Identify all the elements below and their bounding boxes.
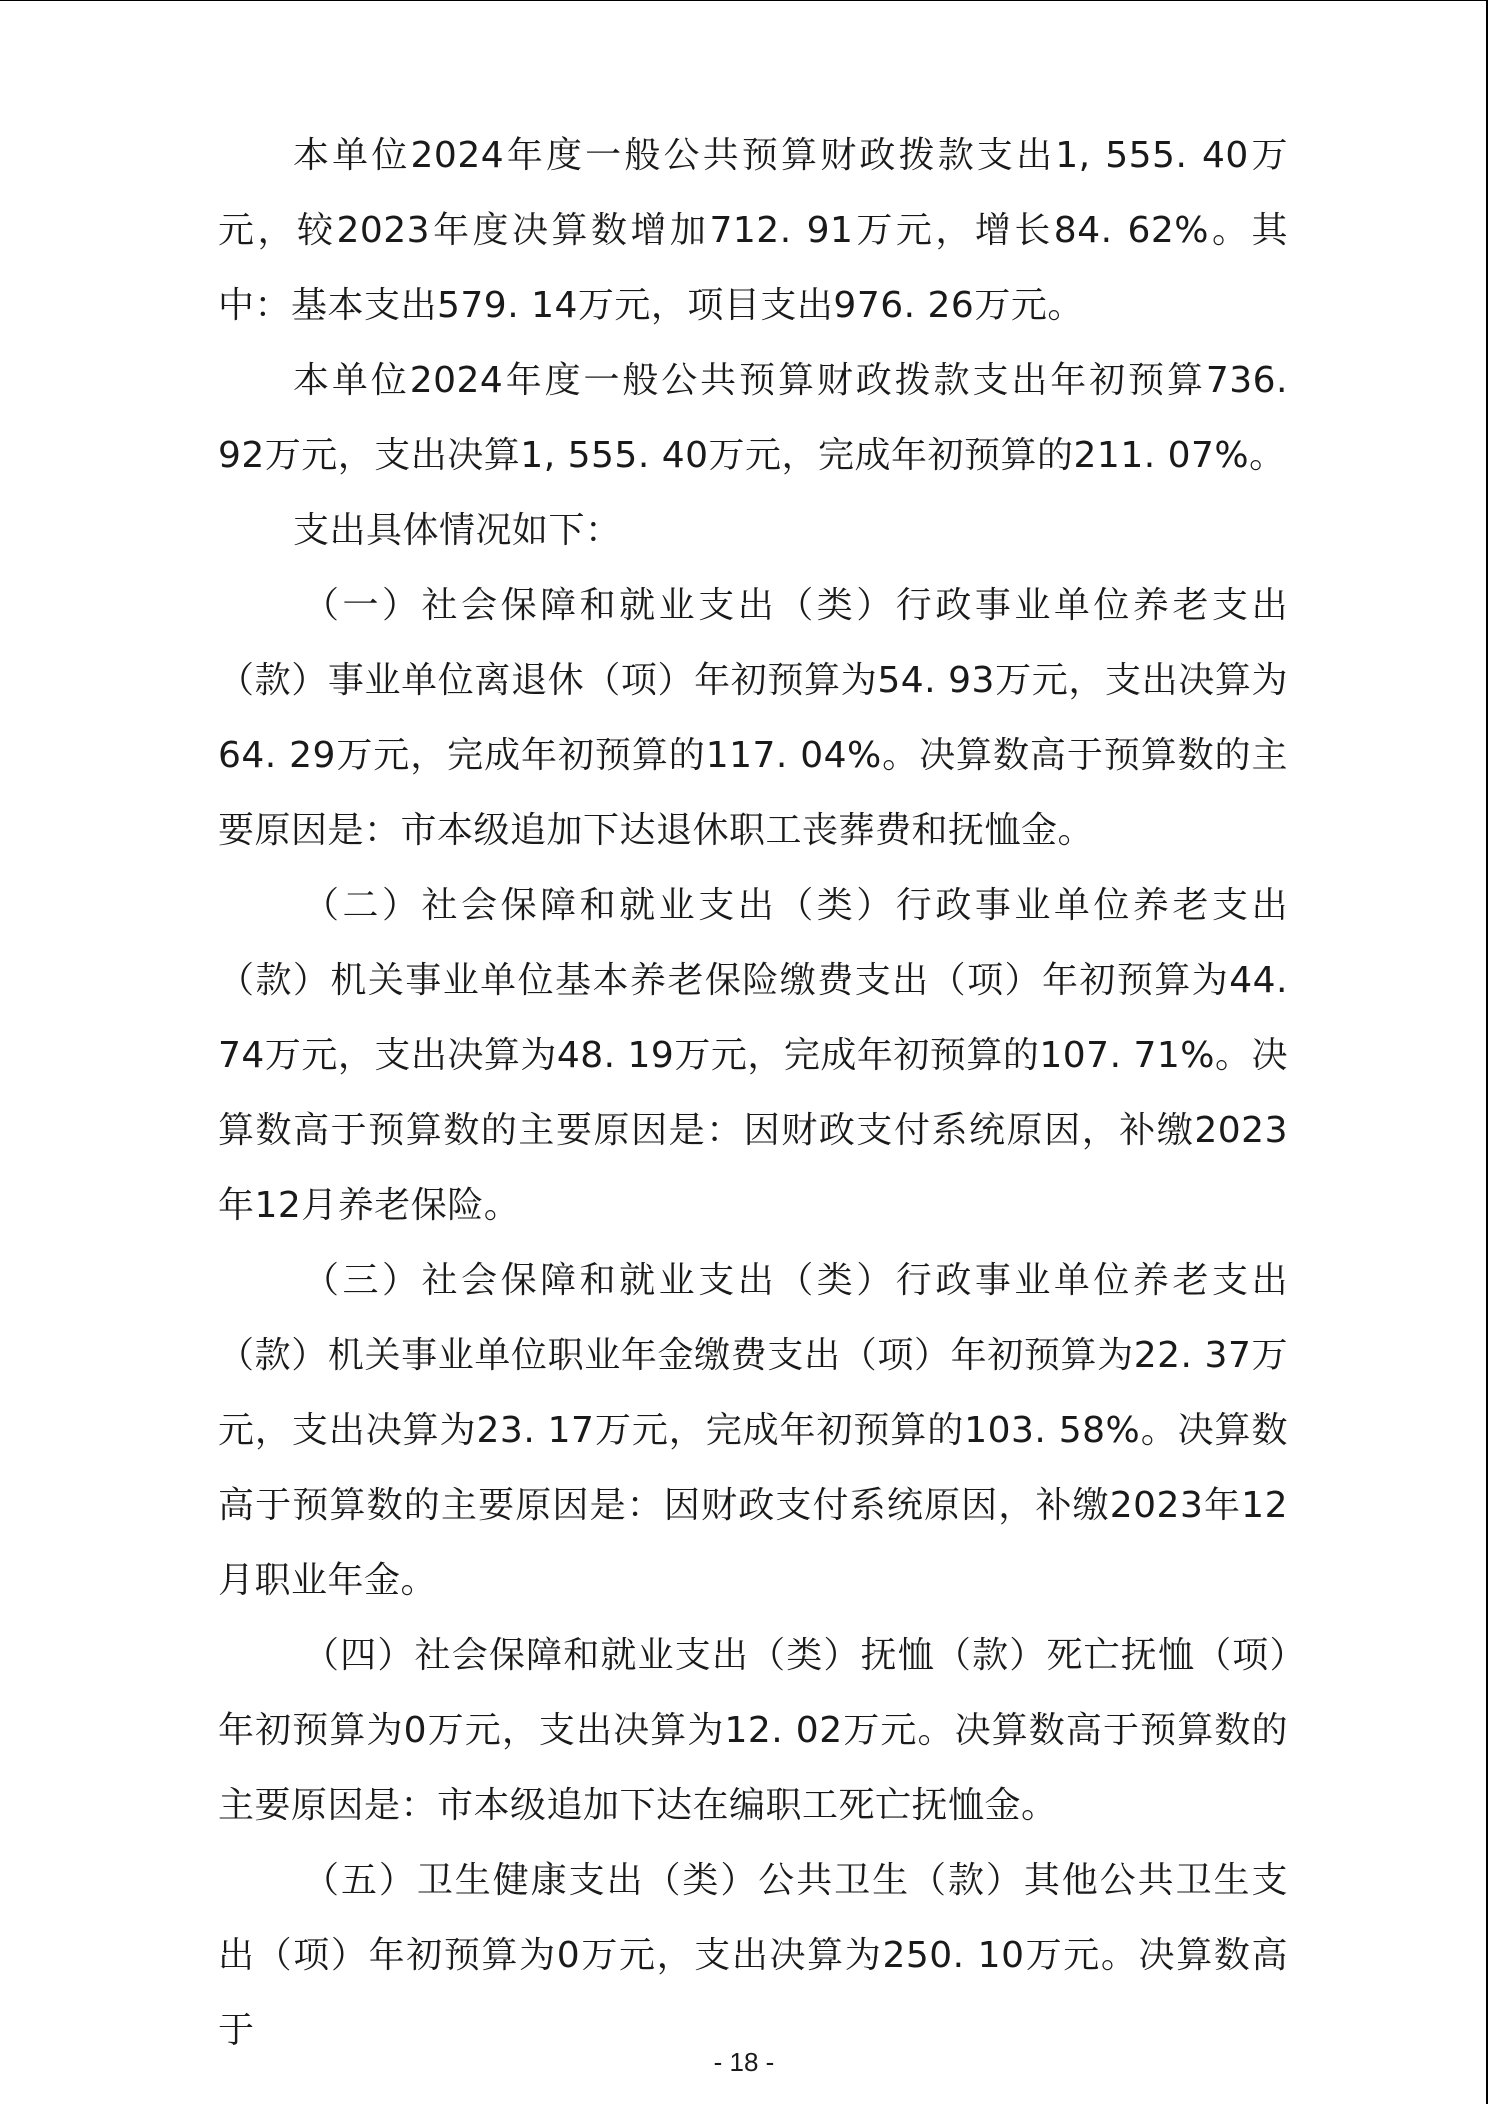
paragraph-expenditure-summary: 本单位2024年度一般公共预算财政拨款支出1, 555. 40万元，较2023年度决算数增加712. 91万元，增长84. 62%。其中：基本支出579. 14万元，项目支出976. 26万元。 [218,135,1288,326]
page-top-border [0,0,1486,1]
paragraph-details-intro: 支出具体情况如下： [293,510,622,551]
paragraph-budget-completion: 本单位2024年度一般公共预算财政拨款支出年初预算736. 92万元，支出决算1, 555. 40万元，完成年初预算的211. 07%。 [218,360,1288,476]
paragraph-item-2: （二）社会保障和就业支出（类）行政事业单位养老支出（款）机关事业单位基本养老保险缴费支出（项）年初预算为44. 74万元，支出决算为48. 19万元，完成年初预算的107. 71%。决算数高于预算数的主要原因是：因财政支付系统原因，补缴2023年12月养老保险。 [218,885,1288,1226]
paragraph-item-5: （五）卫生健康支出（类）公共卫生（款）其他公共卫生支出（项）年初预算为0万元，支出决算为250. 10万元。决算数高于 [218,1860,1288,2051]
page-number: - 18 - [713,2047,775,2077]
document-body [218,118,1288,2068]
paragraph-item-4: （四）社会保障和就业支出（类）抚恤（款）死亡抚恤（项）年初预算为0万元，支出决算为12. 02万元。决算数高于预算数的主要原因是：市本级追加下达在编职工死亡抚恤金。 [218,1635,1288,1826]
paragraph-item-3: （三）社会保障和就业支出（类）行政事业单位养老支出（款）机关事业单位职业年金缴费支出（项）年初预算为22. 37万元，支出决算为23. 17万元，完成年初预算的103. 58%。决算数高于预算数的主要原因是：因财政支付系统原因，补缴2023年12月职业年金。 [218,1260,1288,1601]
paragraph-item-1: （一）社会保障和就业支出（类）行政事业单位养老支出（款）事业单位离退休（项）年初预算为54. 93万元，支出决算为64. 29万元，完成年初预算的117. 04%。决算数高于预算数的主要原因是：市本级追加下达退休职工丧葬费和抚恤金。 [218,585,1288,851]
